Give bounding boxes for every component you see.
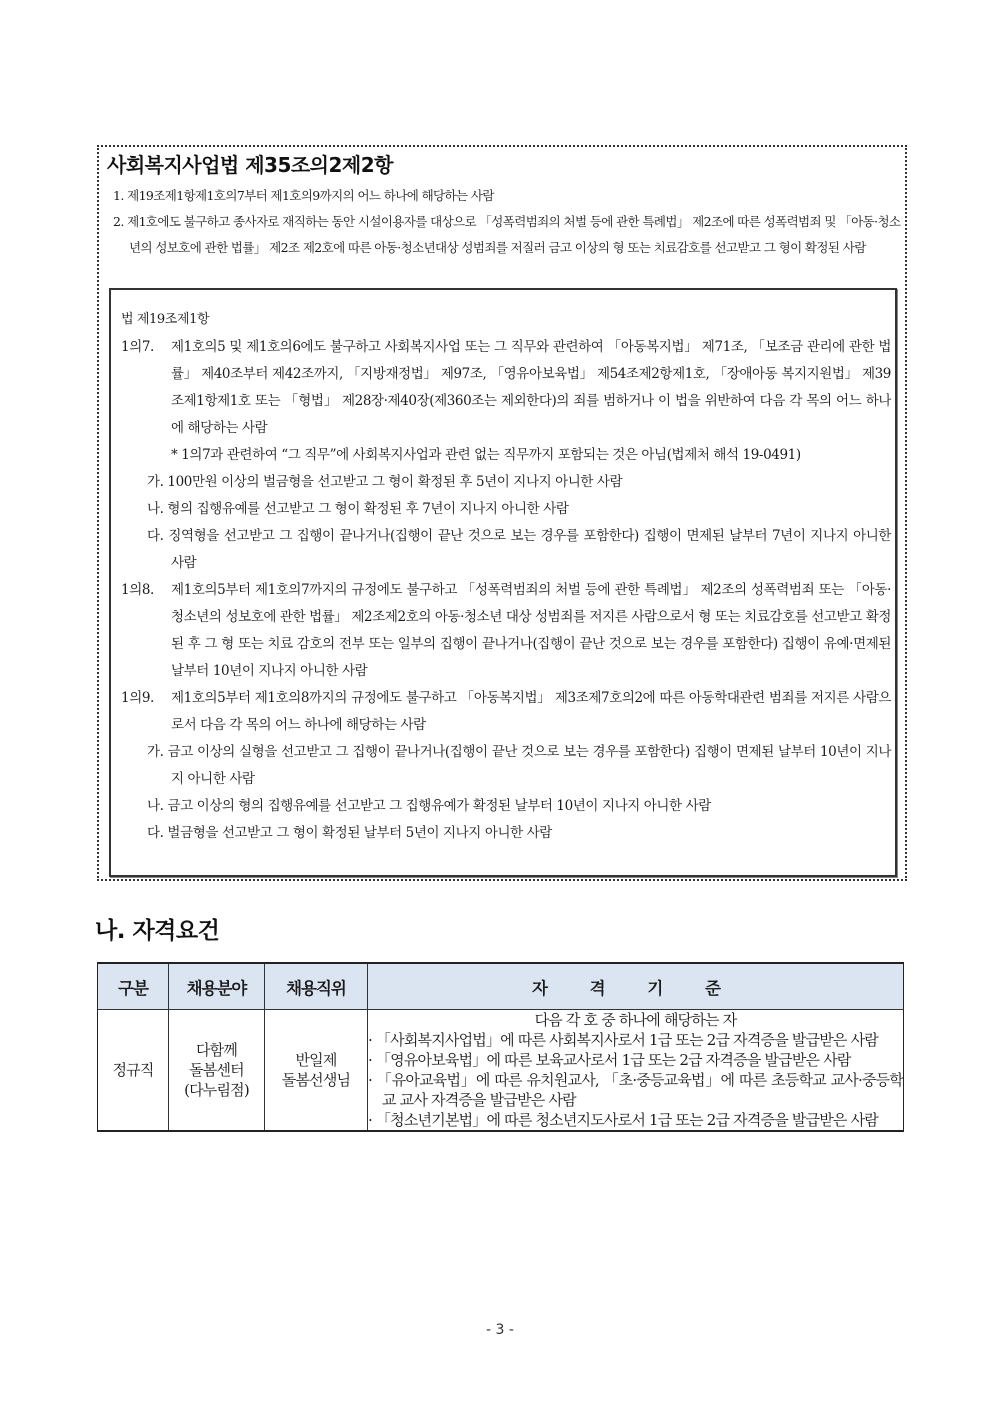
referenced-law-content xyxy=(121,306,891,847)
position-line: 돌봄선생님 xyxy=(281,1071,351,1089)
header-category: 구분 xyxy=(98,963,169,1010)
field-line: 다함께 xyxy=(195,1041,238,1059)
law-items xyxy=(113,183,901,261)
law-item-1: 1. 제19조제1항제1호의7부터 제1호의9까지의 어느 하나에 해당하는 사람 xyxy=(113,188,494,203)
referenced-law-box xyxy=(109,288,897,877)
qualification-table xyxy=(97,962,904,1132)
law-excerpt-box xyxy=(97,145,907,881)
cell-position xyxy=(265,1010,368,1132)
note-text: * 1의7과 관련하여 “그 직무”에 사회복지사업과 관련 없는 직무까지 포함되는 것은 아님(법제처 해석 19-0491) xyxy=(171,447,801,463)
clause-text: 제1호의5 및 제1호의6에도 불구하고 사회복지사업 또는 그 직무와 관련하여 「아동복지법」 제71조, 「보조금 관리에 관한 법률」 제40조부터 제42조까지, 「지방재정법」 제97조, 「영유아보육법」 제54조제2항제1호, 「장애아동 복지지원법」 제39조제1항제1호 또는 「형법」 제28장·제40장(제360조는 제외한다)의 죄를 범하거나 이 법을 위반하여 다음 각 목의 어느 하나에 해당하는 사람 xyxy=(171,339,891,436)
clause-note xyxy=(121,442,891,469)
table-row xyxy=(98,1010,904,1132)
sub-item: 다. 징역형을 선고받고 그 집행이 끝나거나(집행이 끝난 것으로 보는 경우를 포함한다) 집행이 면제된 날부터 7년이 지나지 아니한 사람 xyxy=(147,528,891,571)
law-title: 사회복지사업법 제35조의2제2항 xyxy=(107,153,393,177)
page-number: - 3 - xyxy=(486,1322,514,1338)
section-heading: 나. 자격요건 xyxy=(95,918,220,944)
clause-number: 1의9. xyxy=(121,690,154,706)
position-line: 반일제 xyxy=(295,1051,337,1069)
header-position: 채용직위 xyxy=(265,963,368,1010)
field-line: 돌봄센터 xyxy=(189,1061,244,1079)
clause-text: 제1호의5부터 제1호의8까지의 규정에도 불구하고 「아동복지법」 제3조제7호의2에 따른 아동학대관련 범죄를 저지른 사람으로서 다음 각 목의 어느 하나에 해당하는 사람 xyxy=(171,690,891,733)
clause-number: 1의8. xyxy=(121,582,154,598)
cell-category: 정규직 xyxy=(98,1010,169,1132)
clause-number: 1의7. xyxy=(121,339,154,355)
clause-1-9-subitems xyxy=(121,739,891,847)
clause-1-7 xyxy=(121,334,891,442)
criteria-item: · 「유아교육법」에 따른 유치원교사, 「초·중등교육법」에 따른 초등학교 교사·중등학교 교사 자격증을 발급받은 사람 xyxy=(368,1071,903,1109)
criteria-item: · 「청소년기본법」에 따른 청소년지도사로서 1급 또는 2급 자격증을 발급받은 사람 xyxy=(368,1111,878,1129)
clause-1-7-subitems xyxy=(121,469,891,577)
sub-item: 가. 100만원 이상의 벌금형을 선고받고 그 형이 확정된 후 5년이 지나지 아니한 사람 xyxy=(147,474,623,490)
cell-criteria xyxy=(368,1010,904,1132)
header-field: 채용분야 xyxy=(169,963,265,1010)
clause-text: 제1호의5부터 제1호의7까지의 규정에도 불구하고 「성폭력범죄의 처벌 등에 관한 특례법」 제2조의 성폭력범죄 또는 「아동·청소년의 성보호에 관한 법률」 제2조제2호의 아동·청소년 대상 성범죄를 저지른 사람으로서 형 또는 치료감호를 선고받고 확정된 후 그 형 또는 치료 감호의 전부 또는 일부의 집행이 끝나거나(집행이 끝난 것으로 보는 경우를 포함한다) 집행이 유예·면제된 날부터 10년이 지나지 아니한 사람 xyxy=(171,582,891,679)
referenced-law-heading: 법 제19조제1항 xyxy=(121,312,210,327)
sub-item: 나. 금고 이상의 형의 집행유예를 선고받고 그 집행유예가 확정된 날부터 10년이 지나지 아니한 사람 xyxy=(147,798,711,814)
field-line: (다누림점) xyxy=(184,1081,249,1099)
criteria-intro: 다음 각 호 중 하나에 해당하는 자 xyxy=(534,1011,737,1029)
table-header-row xyxy=(98,963,904,1010)
clause-1-8 xyxy=(121,577,891,685)
sub-item: 나. 형의 집행유예를 선고받고 그 형이 확정된 후 7년이 지나지 아니한 사람 xyxy=(147,501,569,517)
criteria-item: · 「영유아보육법」에 따른 보육교사로서 1급 또는 2급 자격증을 발급받은 사람 xyxy=(368,1051,851,1069)
clause-1-9 xyxy=(121,685,891,739)
law-item-2: 2. 제1호에도 불구하고 종사자로 재직하는 동안 시설이용자를 대상으로 「성폭력범죄의 처벌 등에 관한 특례법」 제2조에 따른 성폭력범죄 및 「아동·청소년의 성보호에 관한 법률」 제2조 제2호에 따른 아동·청소년대상 성범죄를 저질러 금고 이상의 형 또는 치료감호를 선고받고 그 형이 확정된 사람 xyxy=(113,214,901,255)
sub-item: 다. 벌금형을 선고받고 그 형이 확정된 날부터 5년이 지나지 아니한 사람 xyxy=(147,825,552,841)
criteria-item: · 「사회복지사업법」에 따른 사회복지사로서 1급 또는 2급 자격증을 발급받은 사람 xyxy=(368,1031,878,1049)
cell-field xyxy=(169,1010,265,1132)
sub-item: 가. 금고 이상의 실형을 선고받고 그 집행이 끝나거나(집행이 끝난 것으로 보는 경우를 포함한다) 집행이 면제된 날부터 10년이 지나지 아니한 사람 xyxy=(147,744,891,787)
header-criteria: 자 격 기 준 xyxy=(368,963,904,1010)
